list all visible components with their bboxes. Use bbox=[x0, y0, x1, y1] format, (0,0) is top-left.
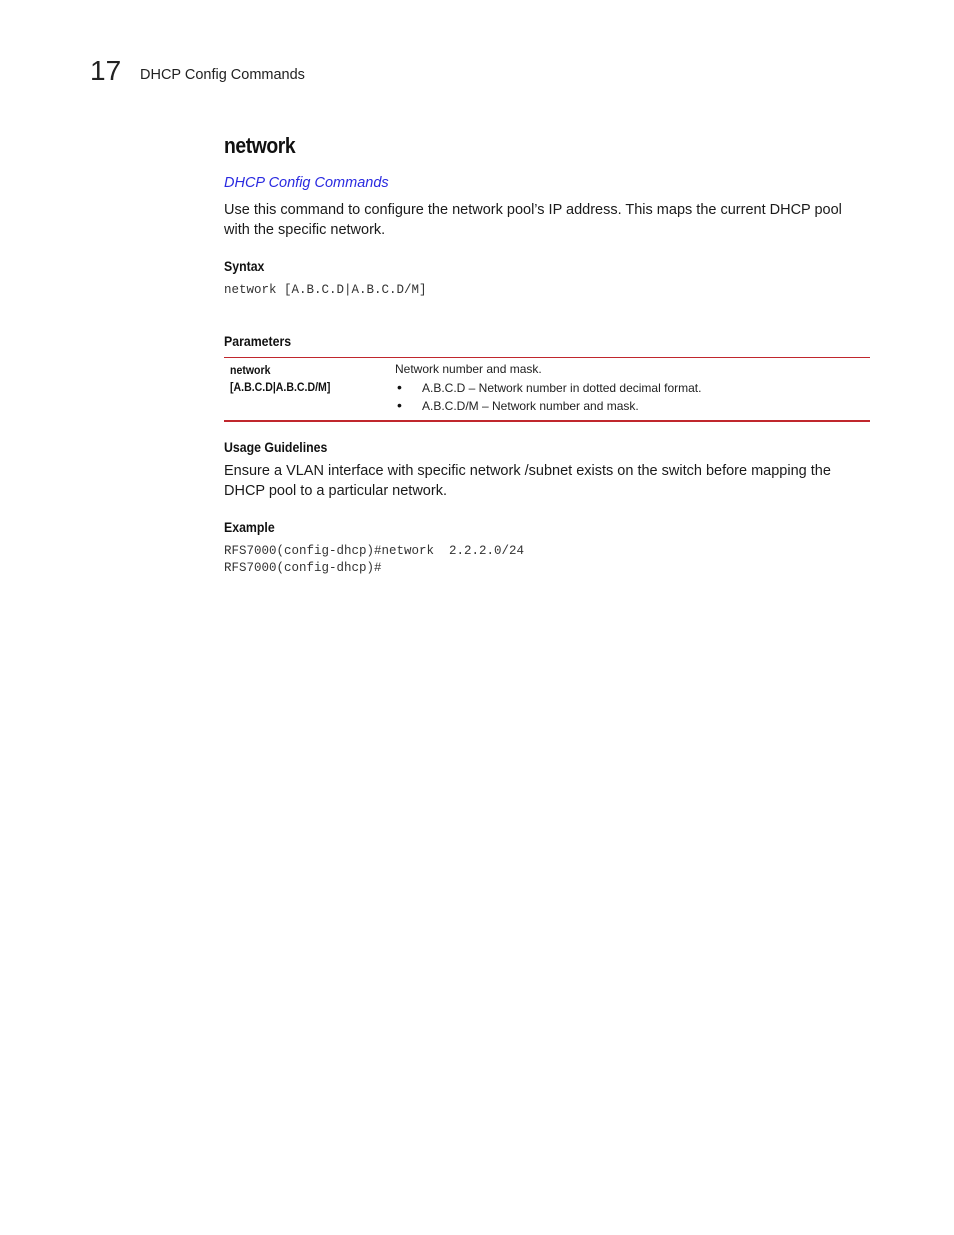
param-name-line1: network bbox=[230, 363, 271, 377]
param-description: Network number and mask. bbox=[395, 362, 542, 376]
syntax-line: network [A.B.C.D|A.B.C.D/M] bbox=[224, 283, 427, 297]
chapter-title: DHCP Config Commands bbox=[140, 67, 305, 83]
usage-heading: Usage Guidelines bbox=[224, 439, 328, 455]
param-bullet-list bbox=[395, 379, 865, 415]
bullet-icon: • bbox=[397, 397, 402, 413]
param-name-cell bbox=[230, 362, 362, 396]
chapter-xref-link[interactable]: DHCP Config Commands bbox=[224, 175, 389, 191]
usage-text: Ensure a VLAN interface with specific network /subnet exists on the switch before mapping the DHCP pool to a particular network. bbox=[224, 463, 831, 499]
example-heading: Example bbox=[224, 519, 275, 535]
example-line-1: RFS7000(config-dhcp)#network 2.2.2.0/24 bbox=[224, 544, 525, 558]
chapter-number: 17 bbox=[90, 55, 122, 86]
bullet-text: A.B.C.D/M – Network number and mask. bbox=[422, 399, 639, 413]
bullet-icon: • bbox=[397, 379, 402, 395]
command-heading: network bbox=[224, 133, 296, 158]
command-description: Use this command to configure the network pool’s IP address. This maps the current DHCP pool with the specific network. bbox=[224, 202, 842, 238]
param-name-line2: [A.B.C.D|A.B.C.D/M] bbox=[230, 380, 331, 394]
parameters-table bbox=[224, 357, 870, 422]
bullet-text: A.B.C.D – Network number in dotted decimal format. bbox=[422, 381, 702, 395]
parameters-heading: Parameters bbox=[224, 333, 292, 349]
syntax-heading: Syntax bbox=[224, 258, 265, 274]
example-line-2: RFS7000(config-dhcp)# bbox=[224, 561, 382, 575]
list-item bbox=[395, 397, 865, 415]
list-item bbox=[395, 379, 865, 397]
param-desc-cell bbox=[395, 361, 865, 415]
